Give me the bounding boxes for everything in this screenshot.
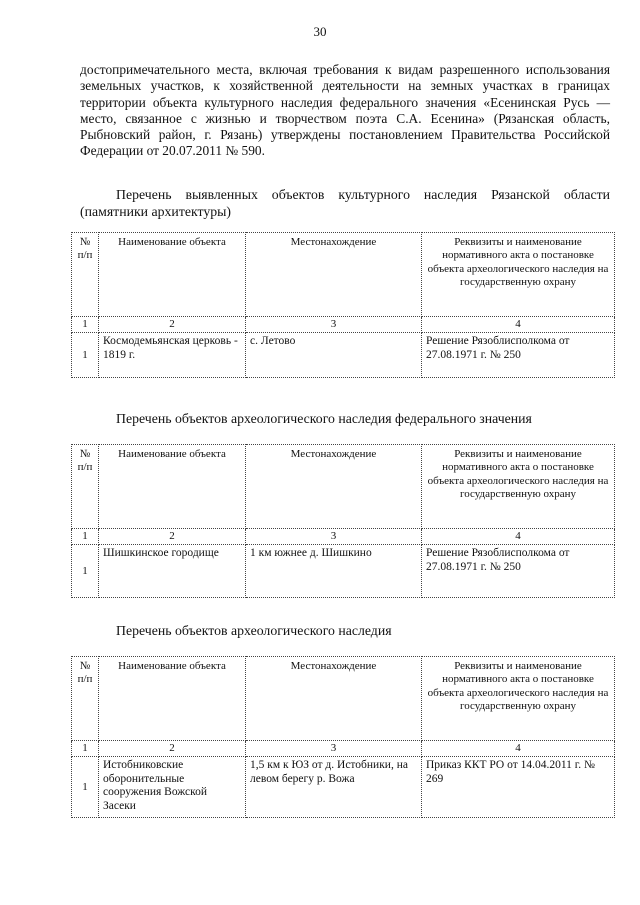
object-location: 1 км южнее д. Шишкино xyxy=(246,545,422,598)
table-row xyxy=(72,333,615,378)
intro-paragraph: достопримечательного места, включая требования к видам разрешенного использования земельных участков, к хозяйственной деятельности на земных участках в границах территории объекта культурного наследия федерального значения «Есенинская Русь — место, связанное с жизнью и творчеством поэта С.А. Есенина» (Рязанская область, Рыбновский район, г. Рязань) утверждены постановлением Правительства Российской Федерации от 20.07.2011 № 590. xyxy=(80,62,610,159)
table-row xyxy=(72,757,615,818)
header-legal-act: Реквизиты и наименование нормативного акта о постановке объекта археологического наследия на государственную охрану xyxy=(422,233,615,317)
section-heading-federal-archaeology: Перечень объектов археологического наследия федерального значения xyxy=(116,411,532,426)
table-architecture-monuments xyxy=(71,232,615,378)
legal-act: Решение Рязоблисполкома от 27.08.1971 г. № 250 xyxy=(422,333,615,378)
column-number: 2 xyxy=(99,741,246,757)
object-name: Космодемьянская церковь - 1819 г. xyxy=(99,333,246,378)
column-number: 4 xyxy=(422,317,615,333)
header-location: Местонахождение xyxy=(246,233,422,317)
legal-act: Решение Рязоблисполкома от 27.08.1971 г. № 250 xyxy=(422,545,615,598)
header-number: № п/п xyxy=(72,445,99,529)
section-heading-archaeology: Перечень объектов археологического наследия xyxy=(116,623,392,638)
row-index: 1 xyxy=(72,333,99,378)
header-object-name: Наименование объекта xyxy=(99,233,246,317)
row-index: 1 xyxy=(72,757,99,818)
column-number: 1 xyxy=(72,317,99,333)
column-number-row xyxy=(72,741,615,757)
header-location: Местонахождение xyxy=(246,657,422,741)
header-location: Местонахождение xyxy=(246,445,422,529)
column-number: 4 xyxy=(422,741,615,757)
column-number: 1 xyxy=(72,529,99,545)
column-number: 2 xyxy=(99,529,246,545)
page-number: 30 xyxy=(313,24,327,39)
column-number: 2 xyxy=(99,317,246,333)
header-object-name: Наименование объекта xyxy=(99,657,246,741)
section-heading-architecture: Перечень выявленных объектов культурного наследия Рязанской области (памятники архитектуры) xyxy=(80,187,610,219)
column-number-row xyxy=(72,529,615,545)
column-number: 3 xyxy=(246,317,422,333)
column-number-row xyxy=(72,317,615,333)
header-number: № п/п xyxy=(72,657,99,741)
row-index: 1 xyxy=(72,545,99,598)
column-number: 3 xyxy=(246,741,422,757)
object-location: с. Летово xyxy=(246,333,422,378)
object-name: Истобниковские оборонительные сооружения Вожской Засеки xyxy=(99,757,246,818)
object-location: 1,5 км к ЮЗ от д. Истобники, на левом берегу р. Вожа xyxy=(246,757,422,818)
table-header-row xyxy=(72,657,615,741)
table-archaeology xyxy=(71,656,615,818)
column-number: 1 xyxy=(72,741,99,757)
table-row xyxy=(72,545,615,598)
table-header-row xyxy=(72,233,615,317)
header-legal-act: Реквизиты и наименование нормативного акта о постановке объекта археологического наследия на государственную охрану xyxy=(422,657,615,741)
object-name: Шишкинское городище xyxy=(99,545,246,598)
legal-act: Приказ ККТ РО от 14.04.2011 г. № 269 xyxy=(422,757,615,818)
table-federal-archaeology xyxy=(71,444,615,598)
column-number: 3 xyxy=(246,529,422,545)
column-number: 4 xyxy=(422,529,615,545)
table-header-row xyxy=(72,445,615,529)
header-number: № п/п xyxy=(72,233,99,317)
header-object-name: Наименование объекта xyxy=(99,445,246,529)
header-legal-act: Реквизиты и наименование нормативного акта о постановке объекта археологического наследия на государственную охрану xyxy=(422,445,615,529)
